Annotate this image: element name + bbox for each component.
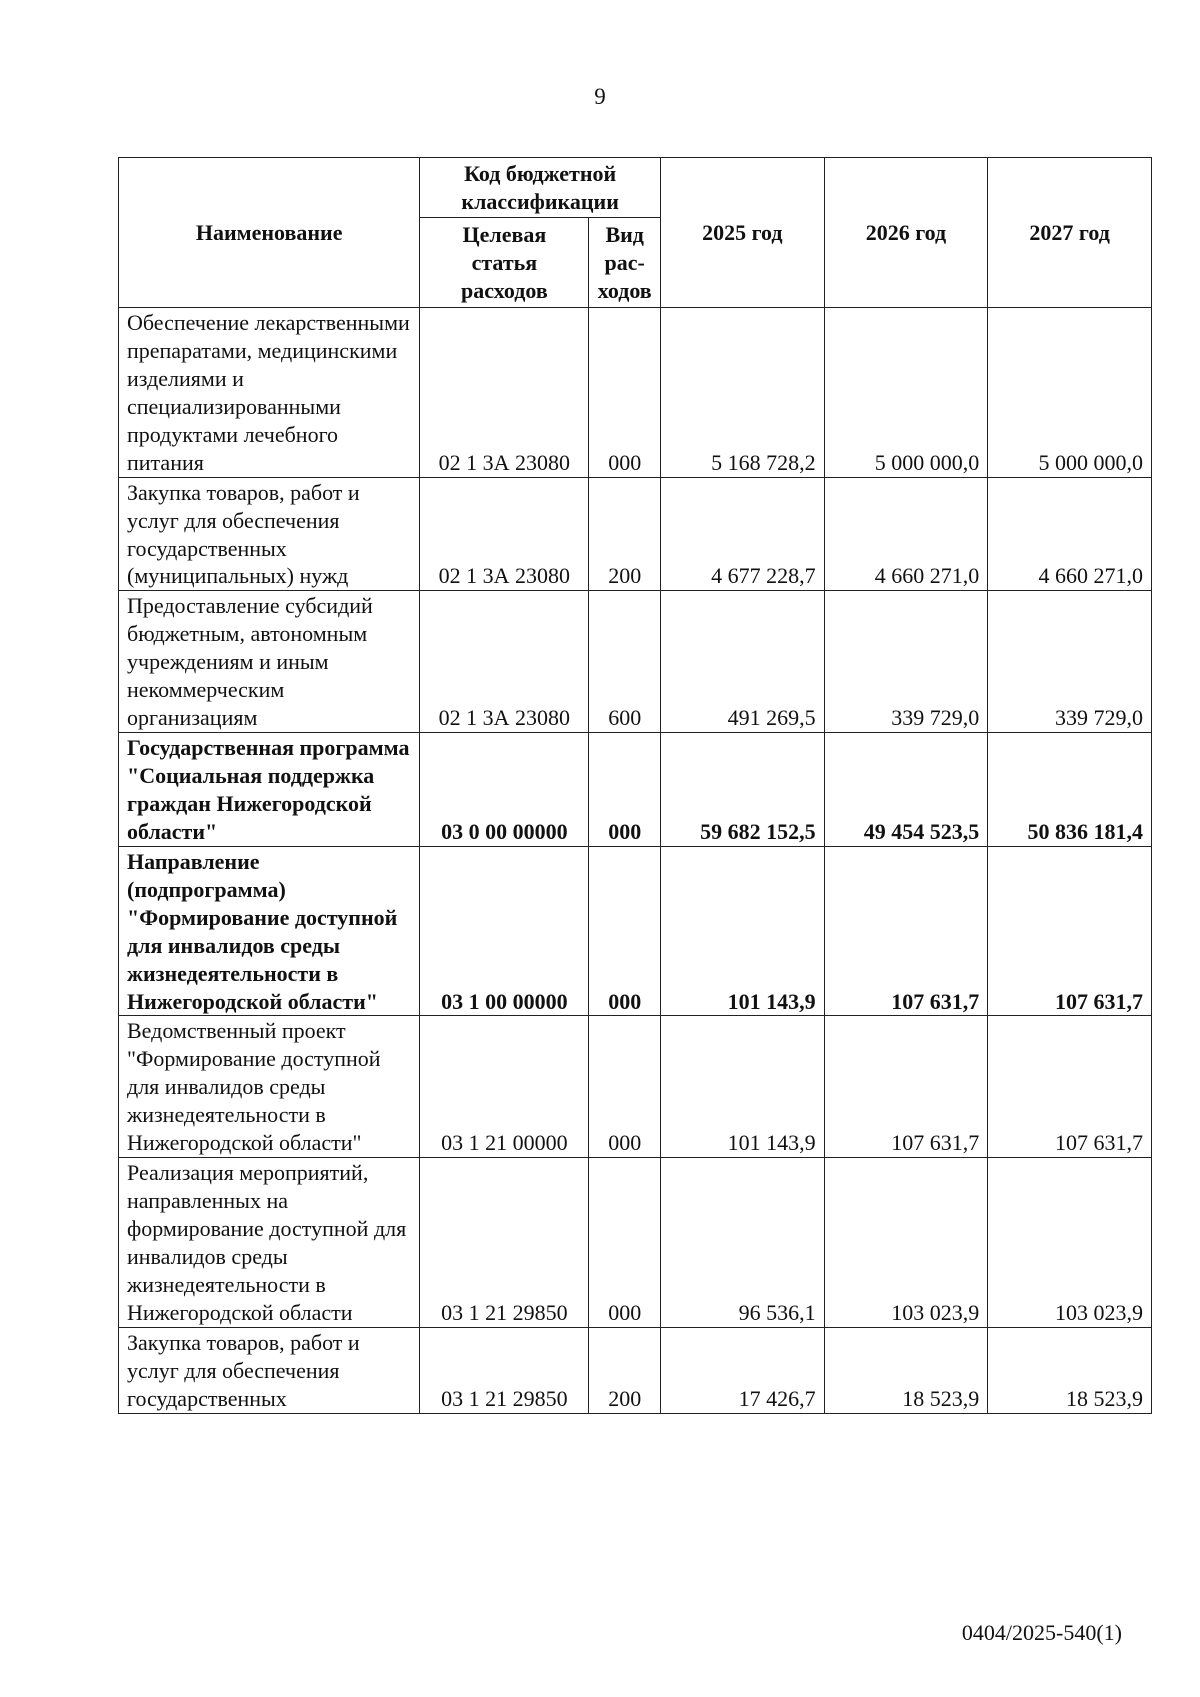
- row-name-cell: Предоставление субсидий бюджетным, автономным учреждениям и иным некоммерческим организациям: [119, 591, 420, 733]
- table-row: [119, 308, 1152, 478]
- expense-type-cell: 200: [589, 1327, 661, 1413]
- table-row: [119, 733, 1152, 847]
- amount-2027-cell: 50 836 181,4: [988, 733, 1152, 847]
- target-item-code-cell: 02 1 3А 23080: [420, 477, 589, 591]
- table-row: [119, 591, 1152, 733]
- target-item-code-cell: 02 1 3А 23080: [420, 591, 589, 733]
- expense-type-cell: 000: [589, 1158, 661, 1328]
- amount-2025-cell: 101 143,9: [660, 1016, 824, 1158]
- amount-2026-cell: 107 631,7: [824, 846, 988, 1016]
- target-item-code-cell: 03 1 21 29850: [420, 1158, 589, 1328]
- header-year-2026: 2026 год: [824, 158, 988, 308]
- row-name-cell: Закупка товаров, работ и услуг для обеспечения государственных: [119, 1327, 420, 1413]
- amount-2026-cell: 103 023,9: [824, 1158, 988, 1328]
- table-row: [119, 846, 1152, 1016]
- expense-type-cell: 000: [589, 1016, 661, 1158]
- header-year-2025: 2025 год: [660, 158, 824, 308]
- amount-2026-cell: 4 660 271,0: [824, 477, 988, 591]
- target-item-code-cell: 03 1 00 00000: [420, 846, 589, 1016]
- expense-type-cell: 200: [589, 477, 661, 591]
- table-row: [119, 1016, 1152, 1158]
- amount-2027-cell: 107 631,7: [988, 846, 1152, 1016]
- header-code-group: Код бюджетной классификации: [420, 158, 661, 218]
- target-item-code-cell: 03 0 00 00000: [420, 733, 589, 847]
- expense-type-cell: 000: [589, 733, 661, 847]
- budget-table: [118, 157, 1152, 1414]
- table-row: [119, 477, 1152, 591]
- header-expense-type: Вид рас-ходов: [589, 218, 661, 308]
- table-header: [119, 158, 1152, 308]
- table-row: [119, 1158, 1152, 1328]
- amount-2026-cell: 18 523,9: [824, 1327, 988, 1413]
- row-name-cell: Направление (подпрограмма) "Формирование доступной для инвалидов среды жизнедеятельности в Нижегородской области": [119, 846, 420, 1016]
- amount-2027-cell: 107 631,7: [988, 1016, 1152, 1158]
- amount-2026-cell: 107 631,7: [824, 1016, 988, 1158]
- amount-2025-cell: 59 682 152,5: [660, 733, 824, 847]
- amount-2026-cell: 49 454 523,5: [824, 733, 988, 847]
- page-number: 9: [594, 84, 606, 109]
- amount-2027-cell: 18 523,9: [988, 1327, 1152, 1413]
- target-item-code-cell: 03 1 21 00000: [420, 1016, 589, 1158]
- amount-2026-cell: 5 000 000,0: [824, 308, 988, 478]
- expense-type-cell: 000: [589, 846, 661, 1016]
- amount-2025-cell: 17 426,7: [660, 1327, 824, 1413]
- table-row: [119, 1327, 1152, 1413]
- row-name-cell: Обеспечение лекарственными препаратами, медицинскими изделиями и специализированными продуктами лечебного питания: [119, 308, 420, 478]
- target-item-code-cell: 02 1 3А 23080: [420, 308, 589, 478]
- header-year-2027: 2027 год: [988, 158, 1152, 308]
- document-id: 0404/2025-540(1): [961, 1620, 1122, 1645]
- amount-2027-cell: 4 660 271,0: [988, 477, 1152, 591]
- amount-2025-cell: 5 168 728,2: [660, 308, 824, 478]
- amount-2025-cell: 96 536,1: [660, 1158, 824, 1328]
- amount-2027-cell: 5 000 000,0: [988, 308, 1152, 478]
- row-name-cell: Ведомственный проект "Формирование доступной для инвалидов среды жизнедеятельности в Нижегородской области": [119, 1016, 420, 1158]
- header-target-item: Целевая статья расходов: [420, 218, 589, 308]
- header-name: Наименование: [119, 158, 420, 308]
- row-name-cell: Закупка товаров, работ и услуг для обеспечения государственных (муниципальных) нужд: [119, 477, 420, 591]
- amount-2027-cell: 339 729,0: [988, 591, 1152, 733]
- amount-2025-cell: 4 677 228,7: [660, 477, 824, 591]
- amount-2025-cell: 491 269,5: [660, 591, 824, 733]
- table-body: [119, 308, 1152, 1414]
- amount-2026-cell: 339 729,0: [824, 591, 988, 733]
- row-name-cell: Государственная программа "Социальная поддержка граждан Нижегородской области": [119, 733, 420, 847]
- target-item-code-cell: 03 1 21 29850: [420, 1327, 589, 1413]
- amount-2025-cell: 101 143,9: [660, 846, 824, 1016]
- amount-2027-cell: 103 023,9: [988, 1158, 1152, 1328]
- row-name-cell: Реализация мероприятий, направленных на формирование доступной для инвалидов среды жизнедеятельности в Нижегородской области: [119, 1158, 420, 1328]
- expense-type-cell: 000: [589, 308, 661, 478]
- expense-type-cell: 600: [589, 591, 661, 733]
